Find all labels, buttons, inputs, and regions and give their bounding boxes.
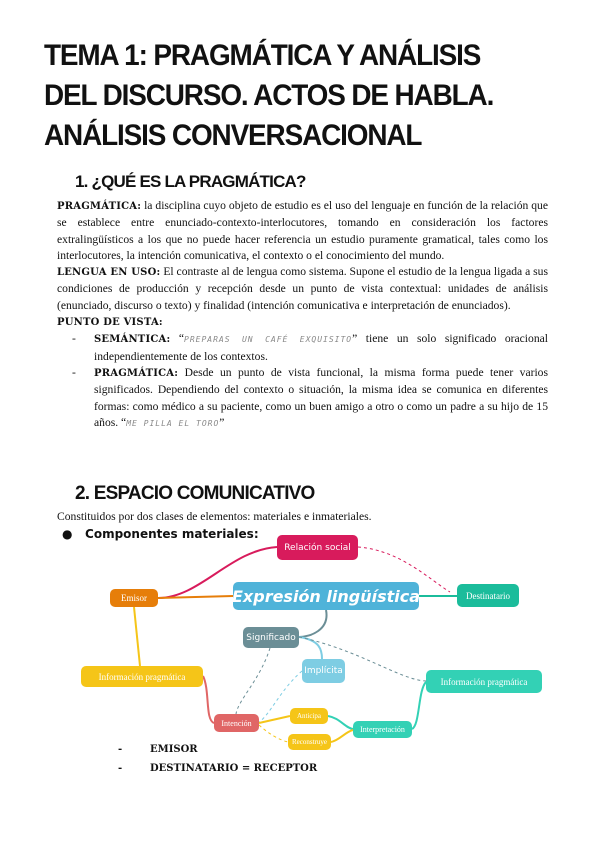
node-anticipa: Anticipa <box>290 708 328 724</box>
term-label: SEMÁNTICA: <box>94 334 171 346</box>
connector <box>203 676 214 723</box>
page-title <box>44 36 537 156</box>
node-informacion-pragmatica-right: Información pragmática <box>426 670 542 693</box>
text: ” <box>219 415 225 429</box>
node-destinatario: Destinatario <box>457 584 519 607</box>
text: ” tiene un solo significado oracional independientemente de los contextos. <box>94 332 548 363</box>
list-text: DESTINATARIO = RECEPTOR <box>150 763 318 774</box>
connector <box>236 648 270 714</box>
term-label: LENGUA EN USO: <box>57 267 161 279</box>
list-item-emisor <box>118 744 198 755</box>
paragraph-text: El contraste al de lengua como sistema. Supone el estudio de la lengua ligada a sus condiciones de producción y recepción desde un punto de vista contextual: unidades de análisis (enunciado, discurso o texto) y finalidad (intención comunicativa e interpretación de enunciados). <box>57 265 548 312</box>
bullet-dot: ● <box>62 527 86 541</box>
paragraph-text: la disciplina cuyo objeto de estudio es el uso del lenguaje en función de la relación que se establece entre enunciado-contexto-interlocutores, tomando en consideración los factores extralingüísticos a los que no puede hacer referencia un estudio puramente gramatical, tales como los interlocutores, la intención comunicativa, el contexto o el conocimiento del mundo. <box>57 199 548 262</box>
connector <box>134 607 140 666</box>
list-text: EMISOR <box>150 744 198 755</box>
node-reconstruye: Reconstruye <box>288 734 331 750</box>
lengua-paragraph <box>57 264 548 314</box>
title-line: DEL DISCURSO. ACTOS DE HABLA. <box>44 79 494 112</box>
list-item-pragmatica <box>72 365 548 432</box>
title-line: ANÁLISIS CONVERSACIONAL <box>44 119 422 152</box>
list-item-semantica <box>72 331 548 365</box>
connector <box>259 725 288 742</box>
node-expresion-linguistica: Expresión lingüística <box>233 582 419 610</box>
node-intencion: Intención <box>214 714 259 732</box>
node-interpretacion: Interpretación <box>353 721 412 738</box>
term-label: PRAGMÁTICA: <box>94 367 179 379</box>
connector <box>299 610 327 637</box>
connector <box>328 716 353 729</box>
list-item-destinatario <box>118 763 317 774</box>
node-informacion-pragmatica-left: Información pragmática <box>81 666 203 687</box>
node-implicita: Implícita <box>302 659 345 683</box>
section-1-heading: 1. ¿QUÉ ES LA PRAGMÁTICA? <box>75 172 306 191</box>
node-emisor: Emisor <box>110 589 158 607</box>
example-quote: PREPARAS UN CAFÉ EXQUISITO <box>184 335 353 345</box>
section-1-body <box>57 198 548 432</box>
node-relacion-social: Relación social <box>277 535 358 560</box>
node-significado: Significado <box>243 627 299 648</box>
section-2-intro: Constituidos por dos clases de elementos: materiales e inmateriales. <box>57 510 372 523</box>
bullet-text: Componentes materiales: <box>85 527 259 541</box>
term-label: PRAGMÁTICA: <box>57 201 142 212</box>
dash: - <box>118 744 123 755</box>
section-2-heading: 2. ESPACIO COMUNICATIVO <box>75 483 315 504</box>
list-text <box>94 331 548 365</box>
connector <box>331 730 353 742</box>
pragmatica-paragraph <box>57 198 548 264</box>
dash: - <box>118 763 123 774</box>
term-label: PUNTO DE VISTA: <box>57 317 163 329</box>
punto-de-vista-label <box>57 314 548 331</box>
dash: - <box>72 365 76 379</box>
connector <box>299 637 322 659</box>
dash: - <box>72 332 76 346</box>
connector <box>259 716 290 723</box>
connector <box>412 682 426 729</box>
connector <box>158 596 233 598</box>
title-line: TEMA 1: PRAGMÁTICA Y ANÁLISIS <box>44 39 481 72</box>
list-text <box>94 365 548 432</box>
text: “ <box>170 332 185 346</box>
example-quote: ME PILLA EL TORO <box>126 418 220 428</box>
bullet-componentes <box>62 527 259 541</box>
text: Desde un punto de vista funcional, la misma forma puede tener varios significados. Dependiendo del contexto o situación, la misma idea se comunica en diferentes formas: como médico a su paciente, como un buen amigo a otro o como un padre a su hijo de 15 años. “ <box>94 365 548 429</box>
